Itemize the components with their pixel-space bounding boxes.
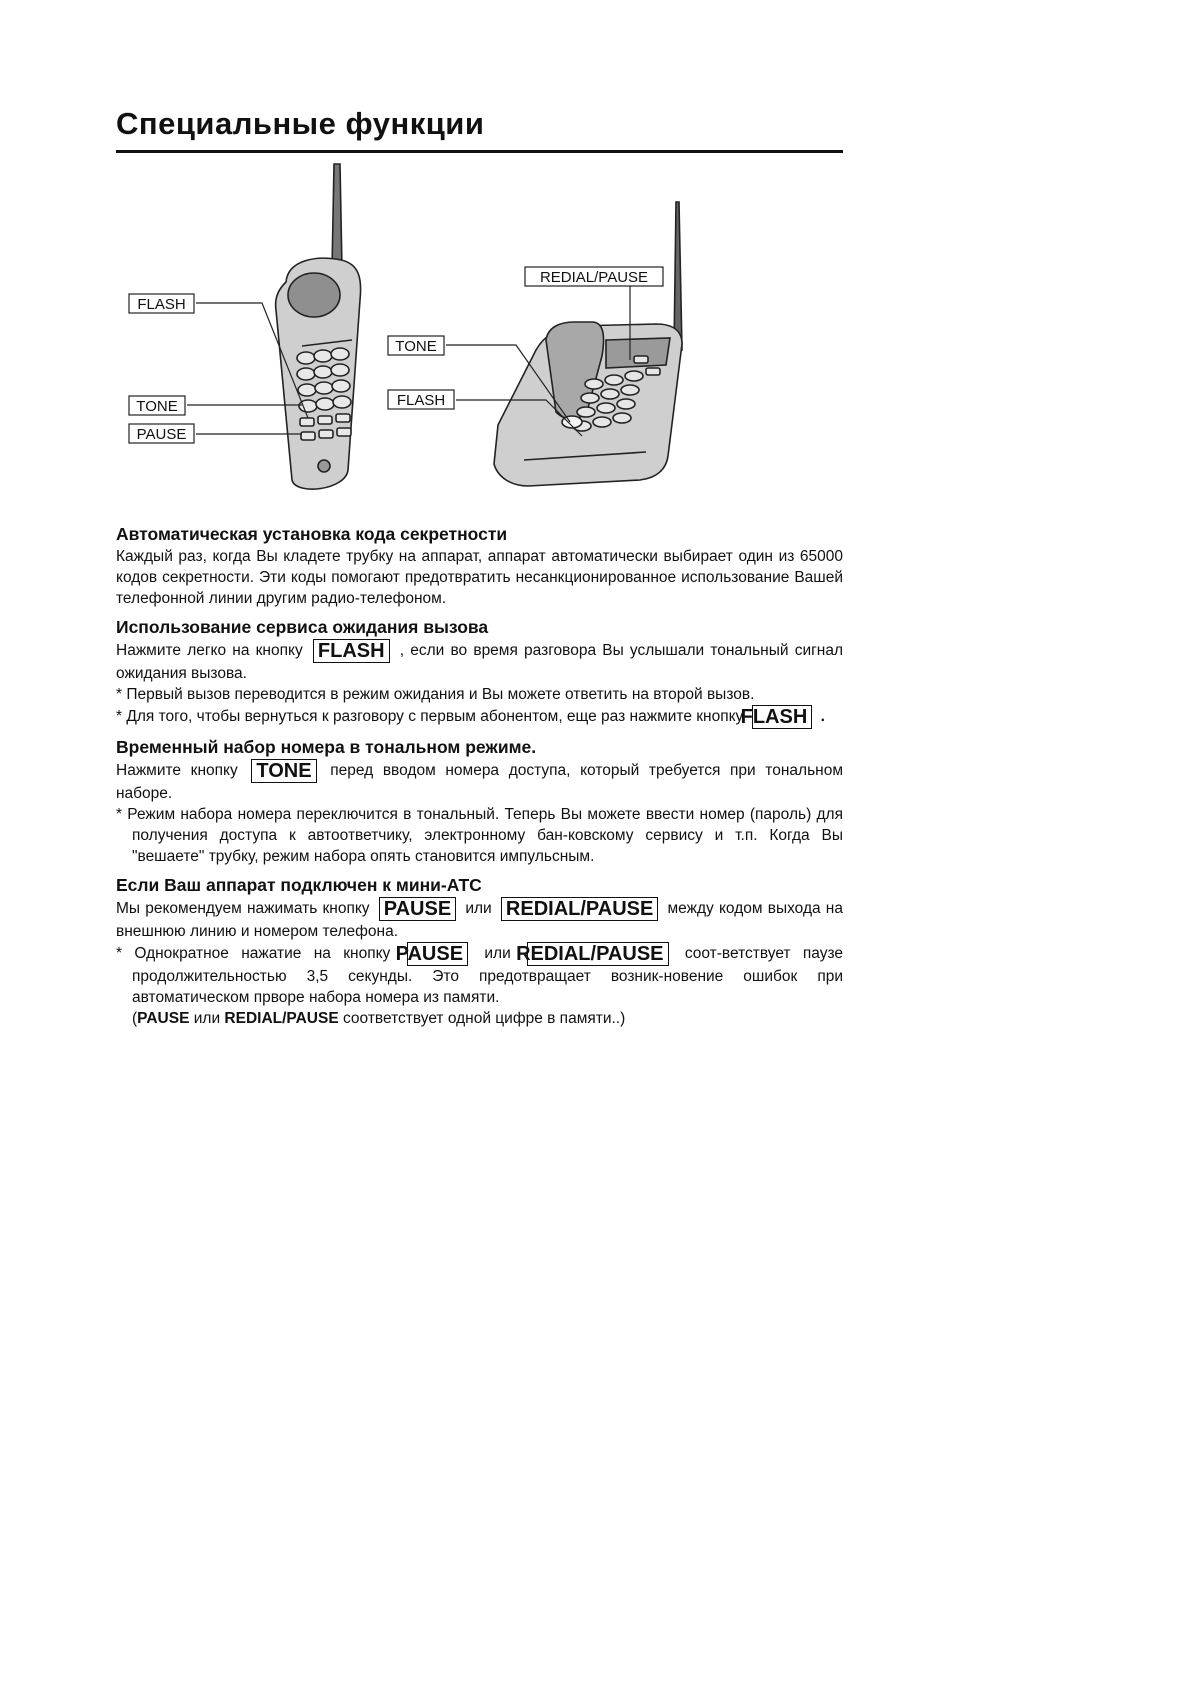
section-call-waiting — [116, 615, 843, 729]
note — [116, 942, 843, 1029]
base-tone-label: TONE — [395, 338, 437, 355]
section-heading: Если Ваш аппарат подключен к мини-АТС — [116, 875, 482, 895]
section-heading: Временный набор номера в тональном режиме. — [116, 737, 537, 757]
text-span: или — [189, 1010, 225, 1027]
text-span: . — [820, 708, 825, 725]
text-span: ( — [132, 1010, 138, 1027]
text-span: , если во время разговора Вы услышали тональный сигнал ожидания вызова. — [116, 642, 843, 682]
text-span: PAUSE — [137, 1010, 190, 1027]
pause-key-label: PAUSE — [407, 942, 468, 966]
text-span: соот-ветствует паузе продолжительностью 3,5 секунды. Это предотвращает возник-новение ошибок при автоматическом прворе набора номера из памяти. — [132, 945, 843, 1006]
note: * Первый вызов переводится в режим ожидания и Вы можете ответить на второй вызов. — [116, 686, 755, 703]
section-body — [116, 639, 843, 684]
pause-key-label: PAUSE — [379, 897, 456, 921]
text-span: перед вводом номера доступа, который требуется при тональном наборе. — [116, 762, 843, 802]
text-span: * Для того, чтобы вернуться к разговору с первым абонентом, еще раз нажмите кнопку — [116, 708, 744, 725]
title-rule — [116, 150, 843, 153]
text-span: или — [465, 900, 492, 917]
content — [116, 522, 843, 1029]
handset-tone-label: TONE — [136, 398, 178, 415]
flash-key-label: FLASH — [752, 705, 813, 729]
text-span: между кодом выхода на внешнюю линию и номером телефона. — [116, 900, 843, 940]
section-security-code — [116, 522, 843, 609]
text-span: REDIAL/PAUSE — [224, 1010, 339, 1027]
section-heading: Автоматическая установка кода секретности — [116, 524, 508, 544]
flash-key-label: FLASH — [313, 639, 390, 663]
text-span: Нажмите кнопку — [116, 762, 238, 779]
note — [116, 705, 843, 729]
section-tone-dialing — [116, 735, 843, 867]
note: * Режим набора номера переключится в тональный. Теперь Вы можете ввести номер (пароль) для получения доступа к автоответчику, электронному бан-ковскому сервису и т.п. Когда Вы "вешаете" трубку, режим набора опять становится импульсным. — [116, 806, 843, 865]
page-title: Специальные функции — [116, 106, 485, 141]
section-body: Каждый раз, когда Вы кладете трубку на аппарат, аппарат автоматически выбирает один из 65000 кодов секретности. Эти коды помогают предотвратить несанкционированное использование Вашей телефонной линии другим радио-телефоном. — [116, 548, 843, 607]
handset-illustration — [276, 164, 361, 489]
section-heading: Использование сервиса ожидания вызова — [116, 617, 489, 637]
text-span: Мы рекомендуем нажимать кнопку — [116, 900, 370, 917]
phone-illustration — [116, 160, 843, 520]
text-span: * Однократное нажатие на кнопку — [116, 945, 391, 962]
redial-pause-key-label: REDIAL/PAUSE — [527, 942, 668, 966]
section-body — [116, 759, 843, 804]
text-span: или — [484, 945, 511, 962]
base-redial-pause-label: REDIAL/PAUSE — [539, 269, 649, 286]
handset-pause-label: PAUSE — [136, 426, 187, 443]
base-unit-illustration — [494, 202, 682, 486]
text-span: Нажмите легко на кнопку — [116, 642, 303, 659]
tone-key-label: TONE — [251, 759, 316, 783]
section-body — [116, 897, 843, 942]
text-span: соответствует одной цифре в памяти..) — [338, 1010, 626, 1027]
section-pbx — [116, 873, 843, 1029]
base-flash-label: FLASH — [396, 392, 446, 409]
handset-flash-label: FLASH — [137, 296, 186, 313]
redial-pause-key-label: REDIAL/PAUSE — [501, 897, 658, 921]
